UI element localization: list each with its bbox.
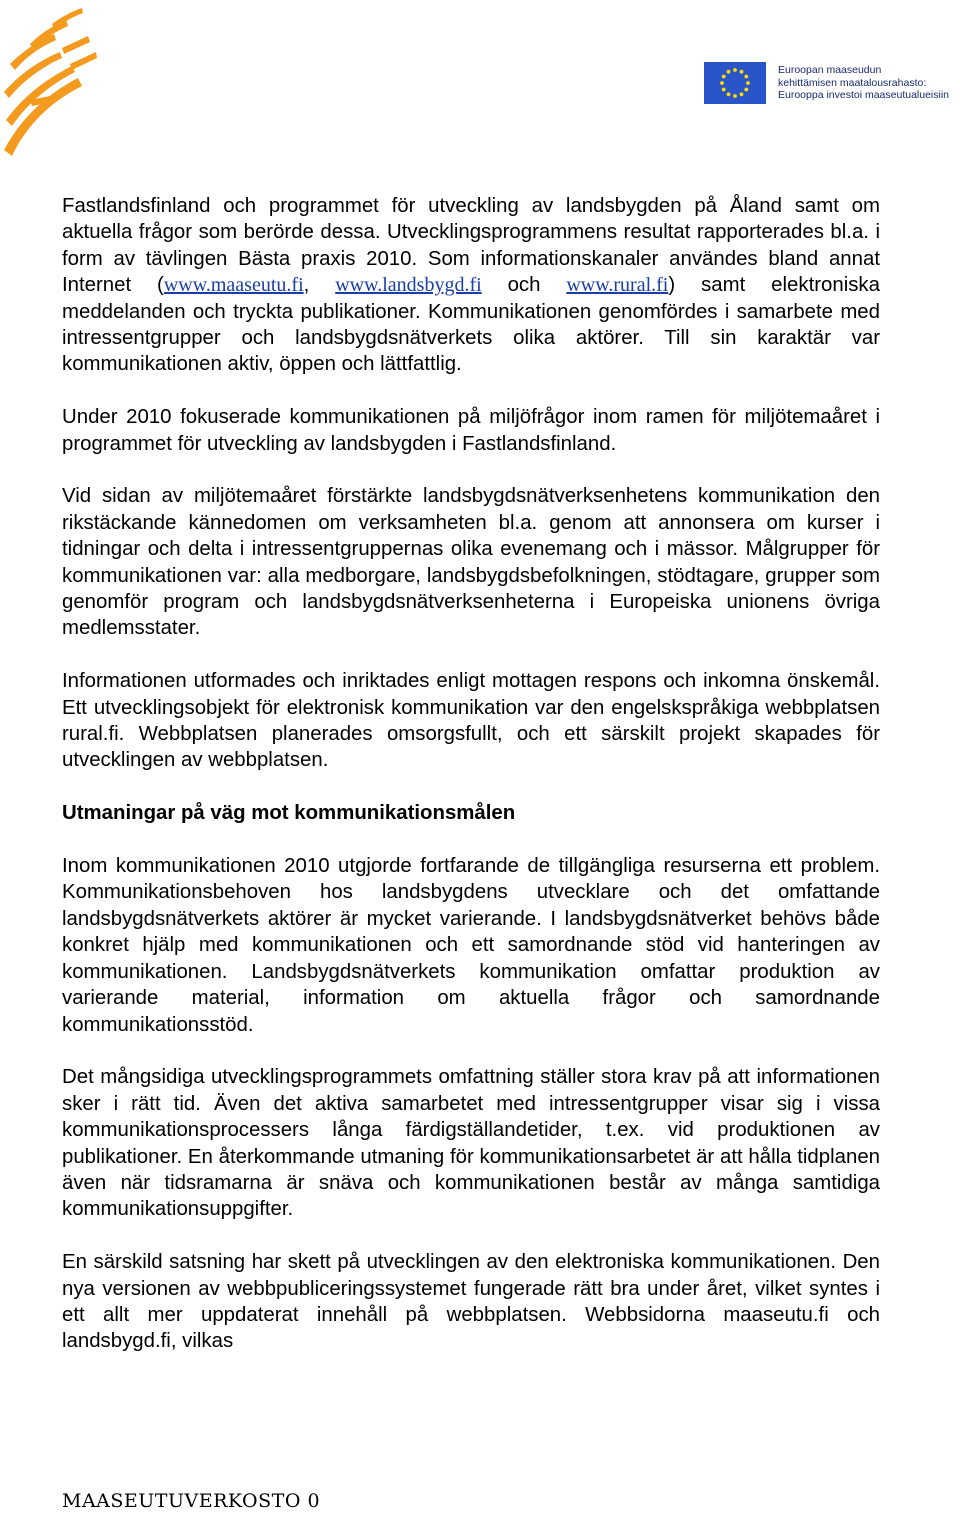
paragraph-resources: Inom kommunikationen 2010 utgjorde fortfarande de tillgängliga resurserna ett problem. Kommunikationsbehoven hos landsbygdens utvecklare och det omfattande landsbygdsnätverkets aktörer är mycket varierande. I landsbygdsnätverket behövs både konkret hjälp med kommunikationen och ett samordnande stöd vid hanteringen av kommunikationen. Landsbygdsnätverkets kommunikation omfattar produktion av varierande material, information om aktuella frågor och samordnande kommunikationsstöd. <box>62 855 880 1036</box>
eu-fund-line: Eurooppa investoi maaseutualueisiin <box>778 89 950 101</box>
paragraph-communication-channels <box>62 193 880 378</box>
paragraph-text: och <box>481 274 567 297</box>
eu-flag-icon <box>704 62 766 104</box>
paragraph-electronic-communication: En särskild satsning har skett på utvecklingen av den elektroniska kommunikationen. Den nya versionen av webbpubliceringssystemet fungerade rätt bra under året, vilket syntes i ett allt mer uppdaterat innehåll på webbplatsen. Webbsidorna maaseutu.fi och landsbygd.fi, vilkas <box>62 1251 880 1353</box>
paragraph-text: Fastlandsfinland och programmet för utveckling av landsbygden på Åland samt om aktuella frågor som berörde dessa. Utvecklingsprogrammens resultat rapporterades bl.a. i form av tävlingen Bästa praxis 2010. Som informationskanaler användes bland annat Internet ( <box>62 195 880 297</box>
eu-fund-line: kehittämisen maatalousrahasto: <box>778 76 927 89</box>
paragraph-environment-theme: Under 2010 fokuserade kommunikationen på miljöfrågor inom ramen för miljötemaåret i programmet för utveckling av landsbygden i Fastlandsfinland. <box>62 406 880 455</box>
document-body <box>62 193 880 1381</box>
paragraph-text: ) samt elektroniska meddelanden och tryckta publikationer. Kommunikationen genomfördes i samarbete med intressentgrupper och landsbygdsnätverkets olika aktörer. Till sin karaktär var kommunikationen aktiv, öppen och lättfattlig. <box>62 274 880 376</box>
link-rural[interactable]: www.rural.fi <box>566 274 669 297</box>
paragraph-timing: Det mångsidiga utvecklingsprogrammets omfattning ställer stora krav på att informationen sker i rätt tid. Även det aktiva samarbetet med intressentgrupper visar sig i vissa kommunikationsprocessers långa färdigställandetider, t.ex. vid produktionen av publikationer. En återkommande utmaning för kommunikationsarbetet är att hålla tidplanen även när tidsramarna är snäva och kommunikationen består av många samtidiga kommunikationsuppgifter. <box>62 1066 880 1221</box>
maaseutuverkosto-logo <box>0 0 100 160</box>
paragraph-text: , <box>303 274 336 297</box>
section-heading: Utmaningar på väg mot kommunikationsmålen <box>62 802 516 825</box>
link-landsbygd[interactable]: www.landsbygd.fi <box>335 274 482 297</box>
eu-fund-logo <box>704 62 960 104</box>
paragraph-feedback-website: Informationen utformades och inriktades enligt mottagen respons och inkomna önskemål. Ett utvecklingsobjekt för elektronisk kommunikation var den engelskspråkiga webbplatsen rural.fi. Webbplatsen planerades omsorgsfullt, och ett särskilt projekt skapades för utvecklingen av webbplatsen. <box>62 670 880 772</box>
sunburst-logo-icon <box>0 0 100 160</box>
page-footer: MAASEUTUVERKOSTO 0 <box>62 1490 321 1512</box>
eu-fund-line: Euroopan maaseudun <box>778 64 882 76</box>
link-maaseutu[interactable]: www.maaseutu.fi <box>163 274 304 297</box>
paragraph-target-groups: Vid sidan av miljötemaåret förstärkte landsbygdsnätverksenhetens kommunikation den rikstäckande kännedomen om verksamheten bl.a. genom att annonsera om kurser i tidningar och delta i intressentgruppernas olika evenemang och i mässor. Målgrupper för kommunikationen var: alla medborgare, landsbygdsbefolkningen, stödtagare, grupper som genomför program och landsbygdsnätverksenheterna i Europeiska unionens övriga medlemsstater. <box>62 485 880 640</box>
eu-fund-text <box>778 64 960 102</box>
